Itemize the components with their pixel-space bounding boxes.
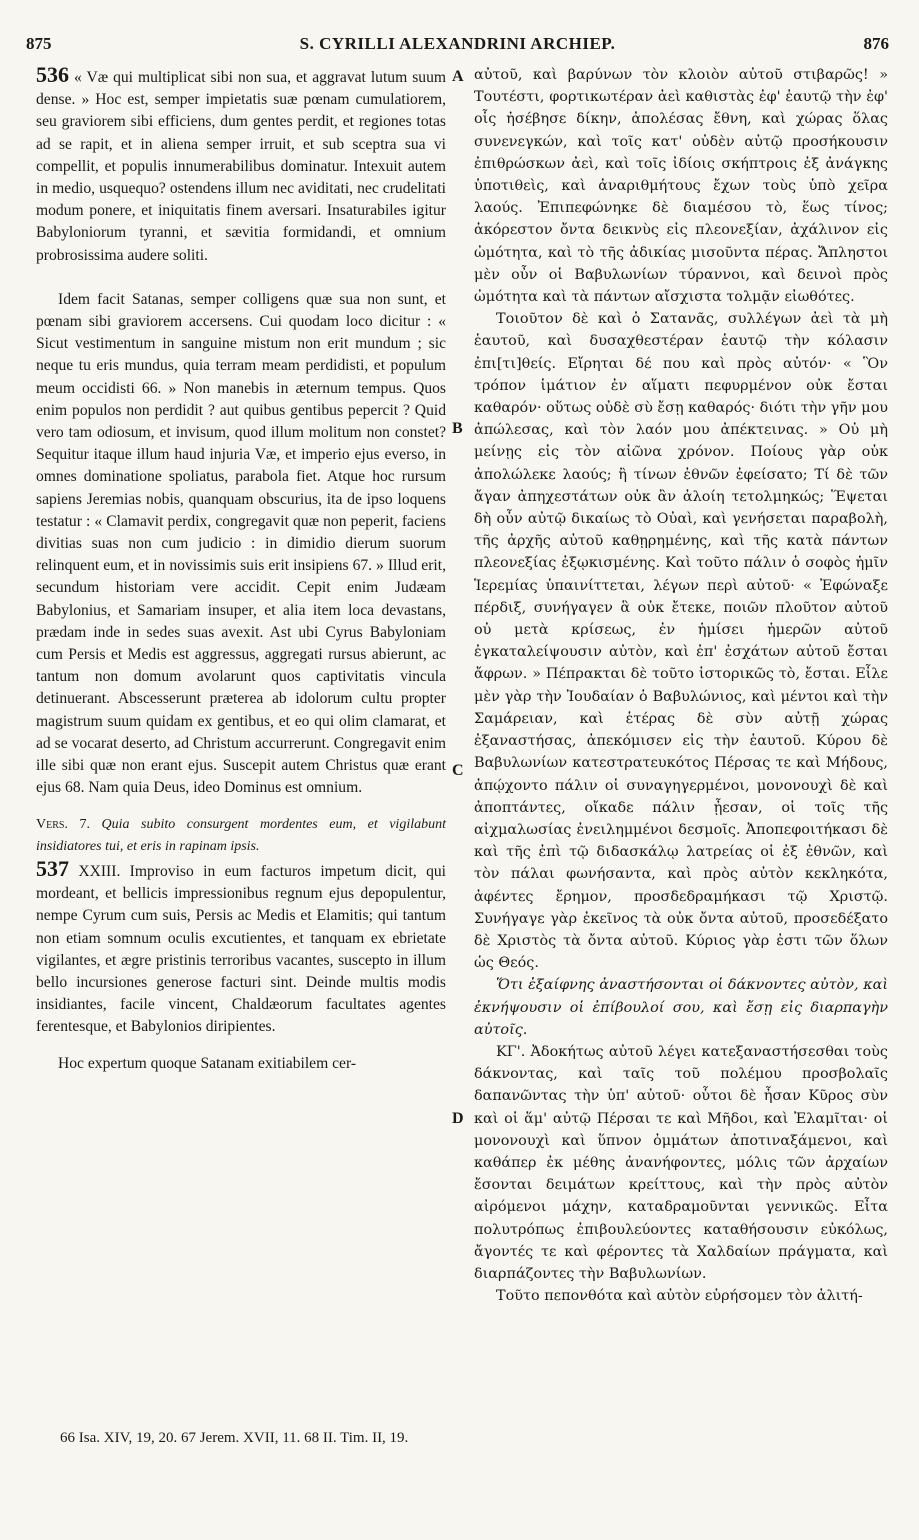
section-number: 537 (36, 855, 69, 881)
footnotes: 66 Isa. XIV, 19, 20. 67 Jerem. XVII, 11. 68 II. Tim. II, 19. (60, 1430, 409, 1446)
margin-marker-a: A (452, 68, 464, 85)
latin-paragraph-1-text: « Væ qui multiplicat sibi non sua, et aggravat lutum suum dense. » Hoc est, semper impietatis suæ pœnam cumulatiorem, seu graviorem sibi efficiens, dum gentes perdit, et regiones totas ad se rapit, et in aliena semper irruit, et sub sceptra sua vi compellit, et populis innumerabilibus dominatur. Intexuit autem in medio, usquequo? ostendens illum nec aviditati, nec crudelitati modum ponere, et iniquitatis finem aversari. Insaturabiles igitur Babyloniorum tyranni, et sævitia formidandi, et omnium probrosissima audere soliti. (36, 69, 446, 264)
running-title: S. CYRILLI ALEXANDRINI ARCHIEP. (299, 34, 616, 53)
latin-paragraph-2: Idem facit Satanas, semper colligens quæ sua non sunt, et pœnam sibi graviorem accersens. Cui quodam loco dicitur : « Sicut vestimentum in sanguine mistum non erit mundum ; sic neque tu eris mundus, quia terram meam perdidisti, et populum meum occidisti 66. » Non manebis in æternum tempus. Quos enim populos non perdidit ? aut quibus gentibus pepercit ? Quid vero tam odiosum, et invisum, quod illum molitum non constet? Sequitur itaque illum haud injuria Væ, et imperio ejus everso, in omnes dominatione spoliatus, parabola fiet. Atque hoc rursum sapiens Jeremias nobis, quanquam obscurius, ita de ipso loquens testatur : « Clamavit perdix, congregavit quæ non peperit, faciens divitias suas non cum judicio : in dimidio dierum suorum relinquent eum, et in novissimis suis erit insipiens 67. » Illud erit, secundum historiam vere accidit. Cepit enim Judæam Babylonius, et Samariam insuper, et alia item loca devastans, prædam inde in sedes suas avexit. Ast ubi Cyrus Babyloniam cum Persis et Medis est aggressus, aggregati rursus abierunt, ac tantum non domum avolarunt quos captivitatis vincula detinuerant. Abscesserunt præterea ab idolorum cultu propter magistrum suum quidam ex gentibus, et eo qui olim clamarat, et ad se vocarat deserto, ad Christum accurrerunt. Congregavit enim ille sibi quæ non erant ejus. Suscepit autem Christus quæ erant ejus 68. Nam quia Deus, ideo Dominus est omnium. (36, 290, 446, 797)
greek-verse-text: Ὅτι ἐξαίφνης ἀναστήσονται οἱ δάκνοντες αὐτὸν, καὶ ἐκνήψουσιν οἱ ἐπίβουλοί σου, καὶ ἔσῃ εἰς διαρπαγὴν αὐτοῖς. (474, 977, 888, 1038)
greek-column (474, 64, 888, 1307)
latin-column (36, 64, 446, 1075)
page-number-left: 875 (26, 34, 52, 53)
latin-paragraph-4: Hoc expertum quoque Satanam exitiabilem cer- (58, 1054, 357, 1072)
latin-paragraph-3 (36, 855, 446, 1039)
greek-paragraph-4: Τοῦτο πεπονθότα καὶ αὐτὸν εὑρήσομεν τὸν ἀλιτή- (496, 1288, 863, 1305)
greek-verse (474, 974, 888, 1041)
latin-verse (36, 814, 446, 858)
margin-marker-c: C (452, 762, 464, 779)
margin-marker-d: D (452, 1110, 464, 1127)
verse-label: Vers. 7. (36, 816, 90, 832)
page-number-right: 876 (863, 34, 889, 53)
margin-marker-b: B (452, 420, 463, 437)
greek-paragraph-3: ΚΓ'. Ἀδοκήτως αὐτοῦ λέγει κατεξαναστήσεσθαι τοὺς δάκνοντας, καὶ ταῖς τοῦ πολέμου προσβολαῖς δαπανῶντας τὴν ὑπ' αὐτοῦ· οὗτοι δὲ ἦσαν Κῦρος σὺν καὶ οἱ ἅμ' αὐτῷ Πέρσαι τε καὶ Μῆδοι, καὶ Ἐλαμῖται· οἱ μονονουχὶ καὶ ὕπνον ὀμμάτων ἀποτιναξάμενοι, καὶ καθάπερ ἐκ μέθης ἀνανήφοντες, μόλις τῶν ἀρχαίων ἔσονται δειμάτων κρείττους, καὶ τὴν πρὸς αὐτὸν αἰρόμενοι μάχην, καταδραμοῦνται γεννικῶς. Εἶτα πολυτρόπως ἐπιβουλεύοντες καταθήσουσιν εὐκόλως, ἄγοντές τε καὶ φέροντες τὰ Χαλδαίων πράγματα, καὶ διαρπάζοντες τὴν Βαβυλωνίων. (474, 1043, 888, 1282)
greek-paragraph-1: αὐτοῦ, καὶ βαρύνων τὸν κλοιὸν αὐτοῦ στιβαρῶς! » Τουτέστι, φορτικωτέραν ἀεὶ καθιστὰς ἐφ' ἑαυτῷ τὴν ἐφ' οἷς ἠσέβησε δίκην, ἀπολέσας ἔθνη, καὶ χώρας ὅλας συνενεγκών, καὶ τοῖς κατ' οὐδὲν αὐτῷ προσήκουσιν ἐπιθρώσκων ἀεὶ, καὶ τοῖς ἰδίοις σκήπτροις ἐξ ἀνάγκης ὑποτιθεὶς, καὶ ἀναριθμήτους ἔχων τοὺς ὑπὸ χεῖρα λαούς. Ἐπιπεφώνηκε δὲ διαμέσου τὸ, ἕως τίνος; ἀκόρεστον ὄντα δεικνὺς εἰς πλεονεξίαν, ἀχάλινον εἰς ὠμότητα, καὶ τὸ τῆς ἀδικίας μισοῦντα πέρας. Ἄπληστοι μὲν οὖν οἱ Βαβυλωνίων τύραννοι, καὶ δεινοὶ πρὸς ὠμότητα καὶ τὰ πάντων αἴσχιστα τολμᾷν εἰωθότες. (474, 67, 888, 306)
section-number: 536 (36, 62, 69, 87)
latin-paragraph-3-text: XXIII. Improviso in eum facturos impetum dicit, qui mordeant, et bellicis impressionibus regnum ejus depopulentur, nempe Cyrum cum suis, Persis ac Medis et Elamitis; qui tantum non etiam somnum oculis excutientes, et tanquam ex ebrietate vigilantes, et ægre pristinis terroribus vacantes, suscepto in illum bello incursiones generose facturi sint. Deinde multis modis insidiantes, facile vincent, Chaldæorum facultates agentes ferentesque, et Babylonios diripientes. (36, 862, 446, 1036)
latin-verse-text: Quia subito consurgent mordentes eum, et vigilabunt insidiatores tui, et eris in rapinam ipsis. (36, 816, 446, 854)
latin-paragraph-1 (36, 64, 446, 267)
running-header (26, 34, 889, 60)
greek-paragraph-2: Τοιοῦτον δὲ καὶ ὁ Σατανᾶς, συλλέγων ἀεὶ τὰ μὴ ἑαυτοῦ, καὶ δυσαχθεστέραν ἑαυτῷ τὴν κόλασιν ἐπι[τι]θείς. Εἴρηται δέ που καὶ πρὸς αὐτόν· « Ὃν τρόπον ἱμάτιον ἐν αἵματι πεφυρμένον οὐκ ἔσται καθαρόν· οὕτως οὐδὲ σὺ ἔσῃ καθαρός· διότι τὴν γῆν μου ἀπώλεσας, καὶ τὸν λαόν μου ἀπέκτεινας. » Οὐ μὴ μείνῃς εἰς τὸν αἰῶνα χρόνον. Ποίους γὰρ οὐκ ἀπολώλεκε λαούς; ἢ τίνων ἐθνῶν ἐφείσατο; Τί δὲ τῶν ἄγαν ἀπηχεστάτων οὐκ ἂν ἀλοίη τετολμηκώς; Ἕψεται δὴ οὖν αὐτῷ δικαίως τὸ Οὐαὶ, καὶ γενήσεται παραβολὴ, τῆς ἀρχῆς αὐτοῦ καθῃρημένης, καὶ τῆς κατὰ πάντων πλεονεξίας ἐξῳκισμένης. Καὶ τοῦτο πάλιν ὁ σοφὸς ἡμῖν Ἱερεμίας ὑπαινίττεται, λέγων περὶ αὐτοῦ· « Ἐφώναξε πέρδιξ, συνήγαγεν ἃ οὐκ ἔτεκε, ποιῶν πλοῦτον αὐτοῦ οὐ μετὰ κρίσεως, ἐν ἡμίσει ἡμερῶν αὐτοῦ ἐγκαταλείψουσιν αὐτὸν, καὶ ἐπ' ἐσχάτων αὐτοῦ ἔσται ἄφρων. » Πέπρακται δὲ τοῦτο ἱστορικῶς τὸ, ἔσται. Εἷλε μὲν γὰρ τὴν Ἰουδαίαν ὁ Βαβυλώνιος, καὶ μέντοι καὶ τὴν Σαμάρειαν, καὶ ἑτέρας δὲ σὺν αὐτῇ χώρας ἐξαναστήσας, ἀπεκόμισεν εἰς τὴν ἑαυτοῦ. Κύρου δὲ Βαβυλωνίων κατεστρατευκότος Πέρσας τε καὶ Μήδους, ἀπῴχοντο πάλιν οἱ συναγηγερμένοι, μονονουχὶ δὲ καὶ ἀποπτάντες, οἴκαδε πάλιν ᾖεσαν, οἱ τοῖς τῆς αἰχμαλωσίας ἐνειλημμένοι δεσμοῖς. Ἀποπεφοιτήκασι δὲ καὶ τῆς ἐπὶ τῷ διδασκάλῳ λατρείας οἱ ἐξ ἐθνῶν, καὶ τὸν πάλαι φωνήσαντα, καὶ πρὸς αὐτὸν κεκληκότα, ἀφέντες ἔρημον, προσδεδραμήκασι τῷ Χριστῷ. Συνήγαγε γὰρ ἐκεῖνος τὰ οὐκ ὄντα αὐτοῦ, προσεδέξατο δὲ Χριστὸς τὰ ὄντα αὐτοῦ. Κύριος γὰρ ἐστι τῶν ὅλων ὡς Θεός. (474, 311, 888, 972)
